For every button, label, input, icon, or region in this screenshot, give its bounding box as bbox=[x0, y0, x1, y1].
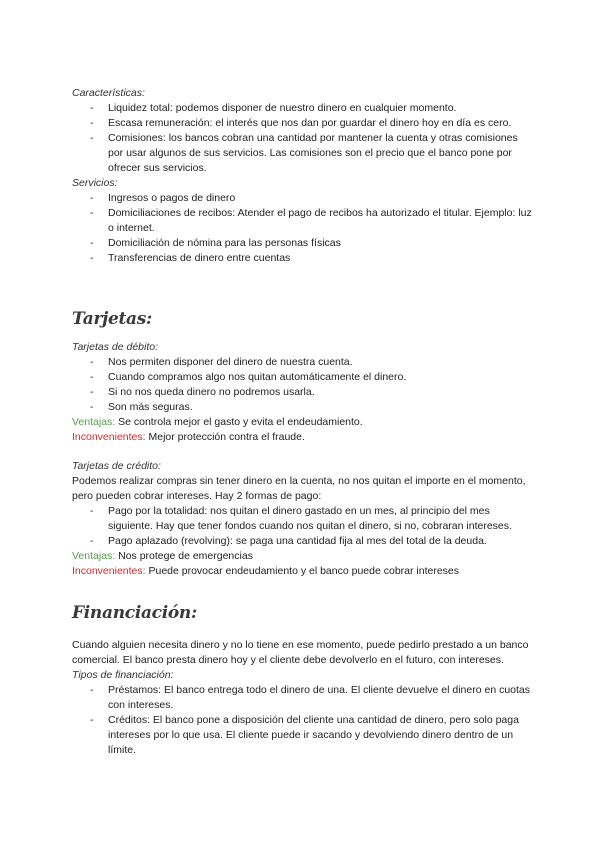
credito-list bbox=[72, 504, 532, 549]
inconvenientes-label: Inconvenientes: bbox=[72, 431, 146, 443]
list-item: - Domiciliación de nómina para las personas físicas bbox=[72, 236, 532, 251]
ventajas-text: Se controla mejor el gasto y evita el endeudamiento. bbox=[115, 416, 363, 428]
list-item: - Transferencias de dinero entre cuentas bbox=[72, 251, 532, 266]
list-item: - Si no nos queda dinero no podremos usarla. bbox=[72, 385, 532, 400]
credito-heading: Tarjetas de crédito: bbox=[72, 460, 161, 472]
ventajas-text: Nos protege de emergencias bbox=[115, 550, 253, 562]
list-item: - Nos permiten disponer del dinero de nuestra cuenta. bbox=[72, 355, 532, 370]
tipos-heading: Tipos de financiación: bbox=[72, 669, 174, 681]
inconvenientes-text: Puede provocar endeudamiento y el banco puede cobrar intereses bbox=[145, 565, 460, 577]
caracteristicas-heading: Características: bbox=[72, 87, 145, 99]
inconvenientes-text: Mejor protección contra el fraude. bbox=[145, 431, 305, 443]
ventajas-label: Ventajas: bbox=[72, 416, 116, 428]
financiacion-section bbox=[72, 638, 532, 758]
financiacion-intro: Cuando alguien necesita dinero y no lo tiene en ese momento, puede pedirlo prestado a un banco comercial. El banco presta dinero hoy y el cliente debe devolverlo en el futuro, con intereses. bbox=[72, 639, 529, 666]
debito-inconvenientes bbox=[72, 430, 532, 445]
tarjetas-title: Tarjetas: bbox=[72, 309, 152, 329]
list-item: - Cuando compramos algo nos quitan automáticamente el dinero. bbox=[72, 370, 532, 385]
caracteristicas-section bbox=[72, 86, 532, 266]
list-item: - Domiciliaciones de recibos: Atender el pago de recibos ha autorizado el titular. Ejemplo: luz o internet. bbox=[72, 206, 532, 236]
credito-intro: Podemos realizar compras sin tener dinero en la cuenta, no nos quitan el importe en el momento, pero pueden cobrar intereses. Hay 2 formas de pago: bbox=[72, 475, 526, 502]
servicios-heading: Servicios: bbox=[72, 177, 118, 189]
tarjetas-debito-section bbox=[72, 340, 532, 445]
servicios-list bbox=[72, 191, 532, 266]
credito-inconvenientes bbox=[72, 564, 532, 579]
caracteristicas-list bbox=[72, 101, 532, 176]
debito-ventajas bbox=[72, 415, 532, 430]
tarjetas-credito-section bbox=[72, 459, 532, 579]
debito-heading: Tarjetas de débito: bbox=[72, 341, 159, 353]
ventajas-label: Ventajas: bbox=[72, 550, 116, 562]
list-item: - Préstamos: El banco entrega todo el dinero de una. El cliente devuelve el dinero en cuotas con intereses. bbox=[72, 683, 532, 713]
list-item: - Son más seguras. bbox=[72, 400, 532, 415]
list-item: - Pago por la totalidad: nos quitan el dinero gastado en un mes, al principio del mes siguiente. Hay que tener fondos cuando nos quitan el dinero, si no, cobraran intereses. bbox=[72, 504, 532, 534]
list-item: - Escasa remuneración: el interés que nos dan por guardar el dinero hoy en día es cero. bbox=[72, 116, 532, 131]
list-item: - Pago aplazado (revolving): se paga una cantidad fija al mes del total de la deuda. bbox=[72, 534, 532, 549]
list-item: - Comisiones: los bancos cobran una cantidad por mantener la cuenta y otras comisiones por usar algunos de sus servicios. Las comisiones son el precio que el banco pone por ofrecer sus servicios. bbox=[72, 131, 532, 176]
debito-list bbox=[72, 355, 532, 415]
financiacion-list bbox=[72, 683, 532, 758]
credito-ventajas bbox=[72, 549, 532, 564]
list-item: - Créditos: El banco pone a disposición del cliente una cantidad de dinero, pero solo paga intereses por lo que usa. El cliente puede ir sacando y devolviendo dinero dentro de un límite. bbox=[72, 713, 532, 758]
list-item: - Ingresos o pagos de dinero bbox=[72, 191, 532, 206]
list-item: - Liquidez total: podemos disponer de nuestro dinero en cualquier momento. bbox=[72, 101, 532, 116]
inconvenientes-label: Inconvenientes: bbox=[72, 565, 146, 577]
financiacion-title: Financiación: bbox=[72, 603, 197, 623]
